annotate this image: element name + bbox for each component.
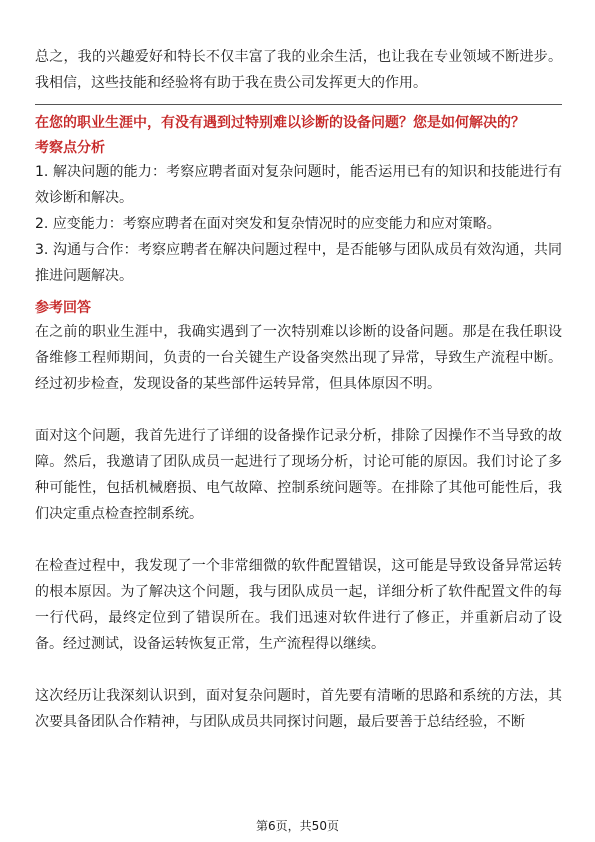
page-number-footer: 第6页，共50页: [256, 819, 339, 833]
analysis-point: 2. 应变能力：考察应聘者在面对突发和复杂情况时的应变能力和应对策略。: [35, 216, 501, 232]
answer-paragraph: 在检查过程中，我发现了一个非常细微的软件配置错误，这可能是导致设备异常运转的根本原因。为了解决这个问题，我与团队成员一起，详细分析了软件配置文件的每一行代码，最终定位到了错误所在。我们迅速对软件进行了修正，并重新启动了设备。经过测试，设备运转恢复正常，生产流程得以继续。: [35, 558, 562, 652]
analysis-point: 3. 沟通与合作：考察应聘者在解决问题过程中，是否能够与团队成员有效沟通，共同推进问题解决。: [35, 242, 562, 284]
section-divider: [35, 104, 562, 105]
document-page: [35, 44, 562, 735]
answer-title: 参考回答: [35, 300, 91, 316]
analysis-title: 考察点分析: [35, 140, 105, 156]
analysis-points: [35, 159, 562, 289]
answer-paragraph: 面对这个问题，我首先进行了详细的设备操作记录分析，排除了因操作不当导致的故障。然后，我邀请了团队成员一起进行了现场分析，讨论可能的原因。我们讨论了多种可能性，包括机械磨损、电气故障、控制系统问题等。在排除了其他可能性后，我们决定重点检查控制系统。: [35, 428, 562, 522]
interview-question: 在您的职业生涯中，有没有遇到过特别难以诊断的设备问题？您是如何解决的？: [35, 115, 525, 131]
answer-body: [35, 319, 562, 735]
answer-paragraph: 这次经历让我深刻认识到，面对复杂问题时，首先要有清晰的思路和系统的方法，其次要具备团队合作精神，与团队成员共同探讨问题，最后要善于总结经验，不断: [35, 688, 562, 730]
analysis-point: 1. 解决问题的能力：考察应聘者面对复杂问题时，能否运用已有的知识和技能进行有效诊断和解决。: [35, 164, 562, 206]
intro-paragraph: 总之，我的兴趣爱好和特长不仅丰富了我的业余生活，也让我在专业领域不断进步。我相信，这些技能和经验将有助于我在贵公司发挥更大的作用。: [35, 49, 562, 91]
answer-paragraph: 在之前的职业生涯中，我确实遇到了一次特别难以诊断的设备问题。那是在我任职设备维修工程师期间，负责的一台关键生产设备突然出现了异常，导致生产流程中断。经过初步检查，发现设备的某些部件运转异常，但具体原因不明。: [35, 324, 562, 392]
